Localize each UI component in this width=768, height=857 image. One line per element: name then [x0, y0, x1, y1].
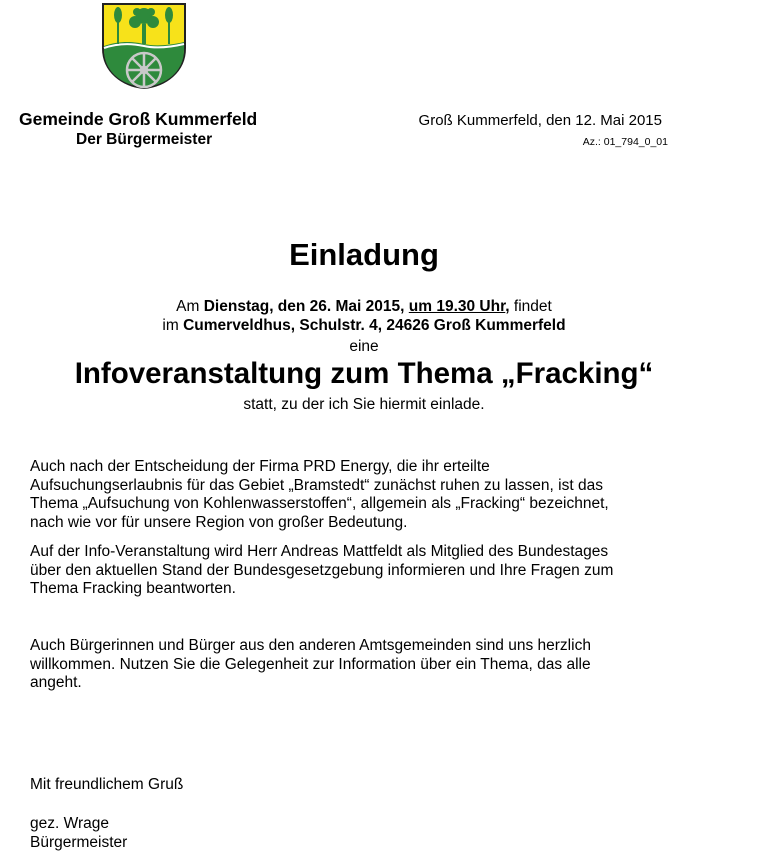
text-line: angeht. — [30, 674, 82, 691]
text-line: Aufsuchungserlaubnis für das Gebiet „Bramstedt“ zunächst ruhen zu lassen, ist das — [30, 476, 603, 494]
paragraph-2 — [30, 543, 613, 599]
paragraph-3 — [30, 637, 591, 693]
text-line: Auf der Info-Veranstaltung wird Herr Andreas Mattfeldt als Mitglied des Bundestages — [30, 543, 609, 560]
date-prefix: Am — [176, 298, 204, 315]
event-heading: Infoveranstaltung zum Thema „Fracking“ — [74, 357, 654, 390]
invitation-closing-line: statt, zu der ich Sie hiermit einlade. — [243, 396, 485, 413]
paragraph-1 — [30, 458, 609, 532]
document-title: Einladung — [289, 237, 439, 272]
event-date: Dienstag, den 26. Mai 2015, — [203, 298, 405, 315]
signature: gez. Wrage — [30, 815, 109, 832]
reference-number: Az.: 01_794_0_01 — [582, 136, 668, 148]
invitation-venue-line: im Cumerveldhus, Schulstr. 4, 24626 Groß Kummerfeld — [162, 317, 566, 334]
text-line: Auch Bürgerinnen und Bürger aus den anderen Amtsgemeinden sind uns herzlich — [30, 637, 591, 654]
invitation-connector: eine — [349, 338, 379, 355]
text-line: nach wie vor für unsere Region von großer Bedeutung. — [30, 513, 408, 531]
crest-wheel — [127, 53, 161, 87]
event-venue: Cumerveldhus, Schulstr. 4, 24626 Groß Kummerfeld — [183, 317, 566, 334]
event-time: um 19.30 Uhr — [408, 298, 506, 315]
text-line: Thema „Aufsuchung von Kohlenwasserstoffen“, allgemein als „Fracking“ bezeichnet, — [30, 495, 609, 512]
text-line: willkommen. Nutzen Sie die Gelegenheit zur Information über ein Thema, das alle — [30, 655, 591, 673]
text-line: Thema Fracking beantworten. — [30, 580, 236, 597]
text-line: Auch nach der Entscheidung der Firma PRD Energy, die ihr erteilte — [30, 458, 490, 475]
signatory-role: Bürgermeister — [30, 834, 128, 851]
place-and-date: Groß Kummerfeld, den 12. Mai 2015 — [418, 112, 662, 129]
text-line: über den aktuellen Stand der Bundesgesetzgebung informieren und Ihre Fragen zum — [30, 561, 614, 579]
organization-subtitle: Der Bürgermeister — [76, 131, 213, 148]
invitation-date-line: Am Dienstag, den 26. Mai 2015, um 19.30 Uhr, findet — [176, 298, 552, 315]
coat-of-arms-logo — [101, 2, 187, 90]
organization-name: Gemeinde Groß Kummerfeld — [19, 109, 258, 129]
closing-greeting: Mit freundlichem Gruß — [30, 776, 184, 793]
